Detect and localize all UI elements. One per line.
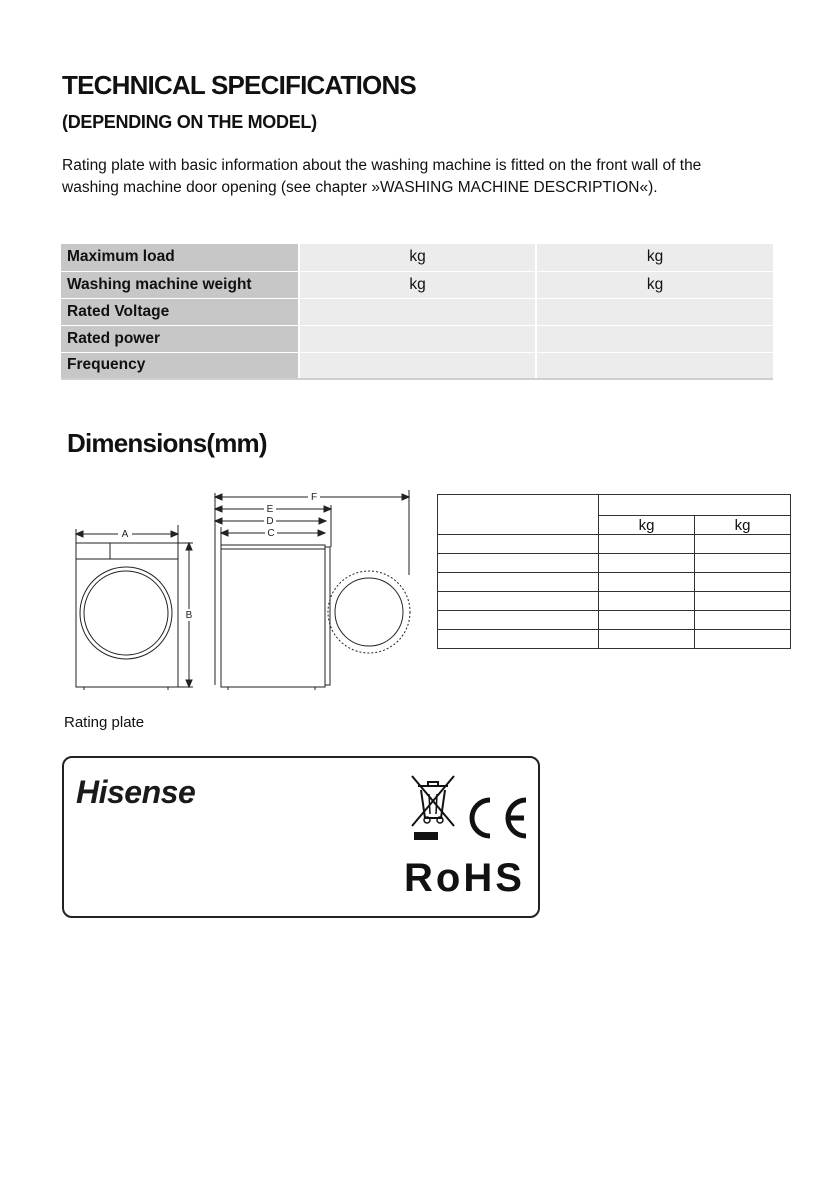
dims-value (695, 592, 791, 611)
brand-logo: Hisense (76, 774, 196, 810)
machine-dimension-drawing (60, 485, 420, 695)
spec-value (536, 298, 773, 325)
side-view (215, 490, 410, 690)
table-row (438, 573, 791, 592)
dim-label-c: C (267, 528, 275, 539)
table-header-row (438, 495, 791, 516)
dims-value (695, 535, 791, 554)
dim-label-d: D (266, 516, 274, 527)
table-row (438, 554, 791, 573)
table-row (61, 244, 773, 271)
spec-label: Rated Voltage (61, 298, 299, 325)
dims-label (438, 554, 599, 573)
spec-value (299, 325, 536, 352)
spec-value: kg (299, 244, 536, 271)
rohs-mark: RoHS (404, 856, 525, 900)
dims-header-blank (438, 495, 599, 535)
table-row (438, 535, 791, 554)
dims-header-group (599, 495, 791, 516)
dims-value (695, 573, 791, 592)
dims-label (438, 630, 599, 649)
spec-value (299, 298, 536, 325)
dims-value (599, 611, 695, 630)
dims-label (438, 592, 599, 611)
dims-value (599, 630, 695, 649)
spec-label: Maximum load (61, 244, 299, 271)
spec-value: kg (536, 244, 773, 271)
spec-label: Frequency (61, 352, 299, 379)
table-row (61, 298, 773, 325)
spec-value (299, 352, 536, 379)
spec-label: Washing machine weight (61, 271, 299, 298)
door-outer (80, 567, 172, 659)
dims-value (599, 535, 695, 554)
dimensions-title: Dimensions(mm) (67, 428, 267, 458)
dims-value (599, 592, 695, 611)
intro-paragraph: Rating plate with basic information about the washing machine is fitted on the front wall of the washing machine door opening (see chapter »WASHING MACHINE DESCRIPTION«). (62, 157, 702, 196)
spec-table (61, 244, 773, 380)
dims-value (599, 573, 695, 592)
table-row (438, 592, 791, 611)
door-inner (84, 571, 168, 655)
table-row (438, 630, 791, 649)
dims-value (599, 554, 695, 573)
dims-label (438, 573, 599, 592)
side-body (221, 545, 325, 687)
side-door-edge (325, 547, 330, 685)
dims-unit: kg (599, 516, 695, 535)
front-view (76, 525, 193, 690)
spec-value: kg (299, 271, 536, 298)
spec-value (536, 325, 773, 352)
page-title: TECHNICAL SPECIFICATIONS (62, 70, 416, 100)
weee-bin-icon (410, 774, 456, 844)
rating-plate-label: Rating plate (64, 714, 145, 731)
table-row (61, 325, 773, 352)
dims-unit: kg (695, 516, 791, 535)
table-row (61, 271, 773, 298)
door-swing-outer (328, 571, 410, 653)
ce-mark-icon (462, 794, 532, 842)
rating-plate (62, 756, 540, 918)
dims-value (695, 611, 791, 630)
table-row (438, 611, 791, 630)
dim-label-f: F (310, 492, 318, 503)
dims-value (695, 554, 791, 573)
dim-label-e: E (266, 504, 274, 515)
door-swing-inner (335, 578, 403, 646)
table-row (61, 352, 773, 379)
dim-label-b: B (185, 610, 193, 621)
front-body (76, 543, 178, 687)
page-subtitle: (DEPENDING ON THE MODEL) (62, 112, 317, 132)
spec-label: Rated power (61, 325, 299, 352)
dimensions-table (437, 494, 791, 649)
dims-value (695, 630, 791, 649)
dims-label (438, 535, 599, 554)
spec-value: kg (536, 271, 773, 298)
spec-value (536, 352, 773, 379)
dim-label-a: A (121, 529, 129, 540)
dims-label (438, 611, 599, 630)
